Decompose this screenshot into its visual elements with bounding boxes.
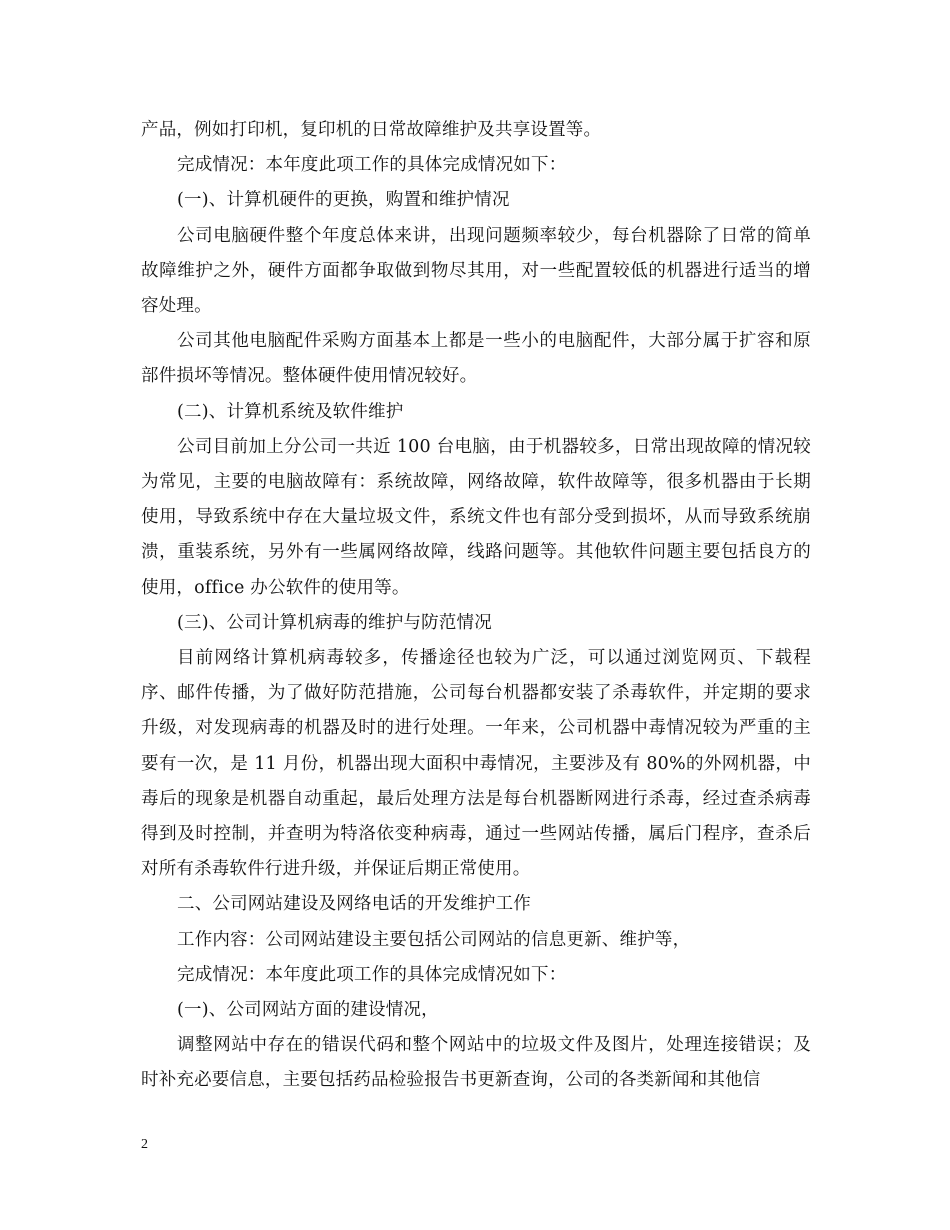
paragraph-accessories: 公司其他电脑配件采购方面基本上都是一些小的电脑配件，大部分属于扩容和原部件损坏等情况。整体硬件使用情况较好。 xyxy=(141,331,811,387)
paragraph-software-maintenance: 公司目前加上分公司一共近 100 台电脑，由于机器较多，日常出现故障的情况较为常见，主要的电脑故障有：系统故障，网络故障，软件故障等，很多机器由于长期使用，导致系统中存在大量垃圾文件，系统文件也有部分受到损坏，从而导致系统崩溃，重装系统，另外有一些属网络故障，线路问题等。其他软件问题主要包括良方的使用，office 办公软件的使用等。 xyxy=(141,436,811,598)
paragraph-website-adjustment: 调整网站中存在的错误代码和整个网站中的垃圾文件及图片，处理连接错误；及时补充必要信息，主要包括药品检验报告书更新查询，公司的各类新闻和其他信 xyxy=(141,1035,811,1091)
subheading-software: (二)、计算机系统及软件维护 xyxy=(177,401,404,422)
heading-website: 二、公司网站建设及网络电话的开发维护工作 xyxy=(177,894,531,915)
paragraph-completion-status-2: 完成情况：本年度此项工作的具体完成情况如下： xyxy=(177,964,567,985)
paragraph-virus-prevention: 目前网络计算机病毒较多，传播途径也较为广泛，可以通过浏览网页、下载程序、邮件传播，为了做好防范措施，公司每台机器都安装了杀毒软件，并定期的要求升级，对发现病毒的机器及时的进行处理。一年来，公司机器中毒情况较为严重的主要有一次，是 11 月份，机器出现大面积中毒情况，主要涉及有 80%的外网机器，中毒后的现象是机器自动重起，最后处理方法是每台机器断网进行杀毒，经过查杀病毒得到及时控制，并查明为特洛依变种病毒，通过一些网站传播，属后门程序，查杀后对所有杀毒软件行进升级，并保证后期正常使用。 xyxy=(141,648,811,880)
document-body xyxy=(141,113,811,1099)
paragraph-hardware-overview: 公司电脑硬件整个年度总体来讲，出现问题频率较少，每台机器除了日常的简单故障维护之外，硬件方面都争取做到物尽其用，对一些配置较低的机器进行适当的增容处理。 xyxy=(141,225,811,317)
subheading-website-building: (一)、公司网站方面的建设情况， xyxy=(177,1000,439,1021)
paragraph-completion-status: 完成情况：本年度此项工作的具体完成情况如下： xyxy=(177,155,567,176)
paragraph-continuation: 产品，例如打印机，复印机的日常故障维护及共享设置等。 xyxy=(141,120,602,140)
subheading-hardware: (一)、计算机硬件的更换，购置和维护情况 xyxy=(177,190,510,211)
page-number: 2 xyxy=(141,1137,148,1152)
subheading-virus: (三)、公司计算机病毒的维护与防范情况 xyxy=(177,612,492,633)
paragraph-work-content: 工作内容：公司网站建设主要包括公司网站的信息更新、维护等， xyxy=(177,929,691,950)
